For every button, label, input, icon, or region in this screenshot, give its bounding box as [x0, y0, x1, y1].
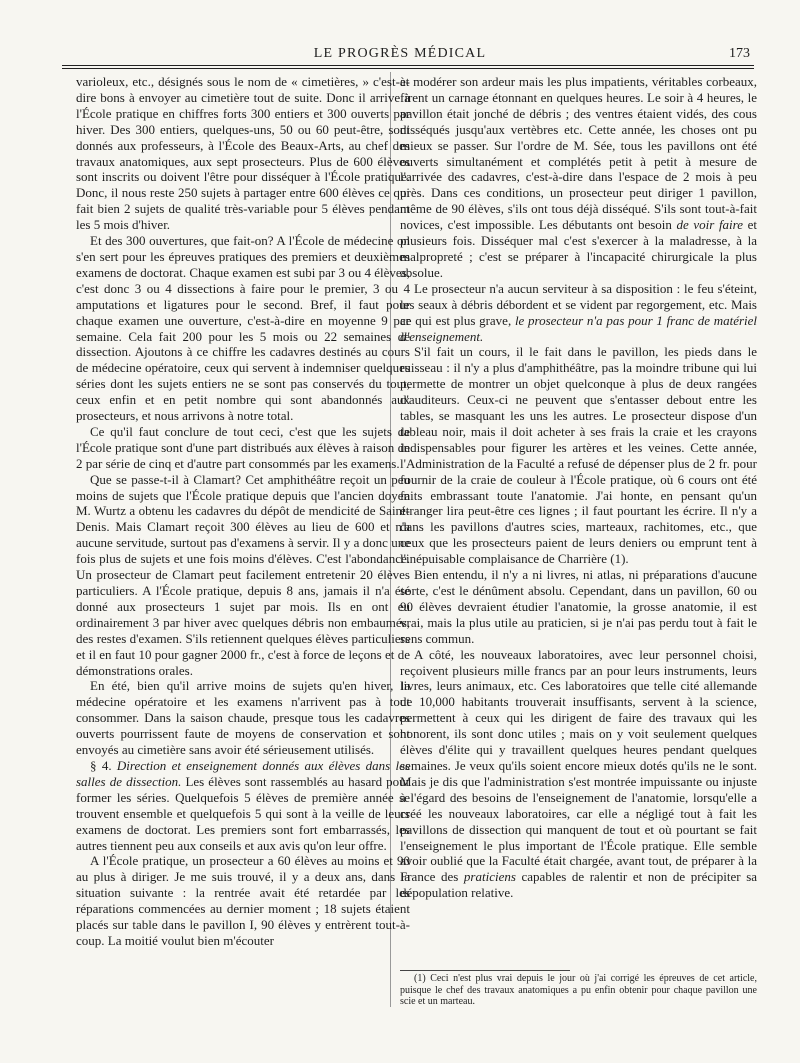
- paragraph: A l'École pratique, un prosecteur a 60 élèves au moins et 90 au plus à diriger. Je me suis trouvé, il y a deux ans, dans la situation suivante : la rentrée avait été retardée par les réparations commencées au dernier moment ; 18 sujets étaient placés sur table dans le pavillon I, 90 élèves y entrèrent tout-à-coup. La moitié voulut bien m'écouter: [76, 853, 410, 948]
- paragraph: et modérer son ardeur mais les plus impatients, véritables corbeaux, firent un carnage étonnant en quelques heures. Le soir à 4 heures, le pavillon était jonché de débris ; des ventres étaient vidés, des cous disséqués jusqu'aux vertèbres etc. Cette année, les choses ont pu mieux se passer. Sur l'ordre de M. Sée, tous les pavillons ont été ouverts simultanément et complétés petit à petit à mesure de l'arrivée des cadavres, c'est-à-dire dans l'espace de 2 mois à peu près. Dans ces conditions, un prosecteur peut diriger 1 pavillon, même de 90 élèves, s'ils ont tous déjà disséqué. S'ils sont tout-à-fait novices, c'est impossible. Les débutants ont besoin de voir faire et plusieurs fois. Disséquer mal c'est s'exercer à la maladresse, à la malpropreté ; c'est se préparer à l'incapacité chirurgicale la plus absolue.: [400, 74, 758, 280]
- footnote-text: (1) Ceci n'est plus vrai depuis le jour où j'ai corrigé les épreuves de cet article, puisque le chef des travaux anatomiques a pu enfin obtenir pour chaque pavillon une scie et un marteau.: [400, 973, 757, 1007]
- right-column: [400, 74, 757, 901]
- running-head: [0, 46, 800, 66]
- left-column: [76, 74, 410, 949]
- paragraph: Le prosecteur n'a aucun serviteur à sa disposition : le feu s'éteint, les seaux à débris débordent et se vident par regorgement, etc. Mais ce qui est plus grave, le prosecteur n'a pas pour 1 franc de matériel d'enseignement.: [400, 280, 758, 344]
- paragraph: S'il fait un cours, il le fait dans le pavillon, les pieds dans le ruisseau : il n'y a plus d'amphithéâtre, pas la moindre tribune qui lui permette de montrer un objet quelconque à plus de deux rangées d'auditeurs. Ceux-ci ne peuvent que s'entasser debout entre les tables, se masquant les uns les autres. Le prosecteur dispose d'un tableau noir, mais il doit acheter à ses frais la craie et les crayons indispensables pour figurer les artères et les veines. Cette année, l'Administration de la Faculté a refusé de dépenser plus de 2 fr. pour fournir de la craie de couleur à l'École pratique, où 6 cours ont été faits embrassant toute l'anatomie. J'ai honte, en pensant qu'un étranger lira peut-être ces lignes ; il faut pourtant les écrire. Il n'y a dans les pavillons d'autres scies, marteaux, rachitomes, etc., que ceux que les prosecteurs paient de leurs deniers ou emprunt tent à l'inépuisable complaisance de Charrière (1).: [400, 344, 757, 567]
- paragraph: Et des 300 ouvertures, que fait-on? A l'École de médecine on s'en sert pour les épreuves pratiques des premiers et deuxièmes examens de doctorat. Chaque examen est subi par 3 ou 4 élèves, c'est donc 3 ou 4 dissections à faire pour le premier, 3 ou 4 amputations et ligatures pour le second. Bref, il faut pour chaque examen une ouverture, c'est-à-dire en moyenne 9 par semaine. Cela fait 200 pour les 5 mois ou 22 semaines de dissection. Ajoutons à ce chiffre les cadavres destinés au cours de médecine opératoire, ceux qui servent à indemniser quelques séries dont les sujets entiers ne se sont pas conservés du tout, ceux enfin et en petit nombre qui sont abandonnés aux prosecteurs, et nous arrivons à notre total.: [76, 233, 410, 424]
- section-paragraph: [76, 758, 410, 853]
- emphasis: praticiens: [463, 869, 516, 885]
- section-number: § 4.: [90, 757, 112, 773]
- paragraph: A côté, les nouveaux laboratoires, avec leur personnel choisi, reçoivent plusieurs mille francs par an pour leurs instruments, leurs livres, leurs animaux, etc. Ces laboratoires que telle cité allemande de 10,000 habitants trouverait insuffisants, servent à la science, permettent à ceux qui les dirigent de faire des travaux qui les honorent, ils sont donc utiles ; mais on y voit seulement quelques élèves d'élite qui y travaillent quelques heures pendant quelques semaines. Je veux qu'ils soient encore mieux dotés qu'ils ne le sont. Mais je dis que l'administration s'est montrée impuissante ou injuste à l'égard des besoins de l'enseignement de l'anatomie, lorsqu'elle a créé les nouveaux laboratoires, car elle a négligé tout à fait les pavillons de dissection qui manquent de tout et où pourtant se fait l'enseignement le plus important de l'École pratique. Elle semble avoir oublié que la Faculté était chargée, avant tout, de préparer à la France des praticiens capables de ralentir et non de précipiter sa dépopulation relative.: [400, 646, 758, 901]
- paragraph: En été, bien qu'il arrive moins de sujets qu'en hiver, la médecine opératoire et les examens n'arrivent pas à tout consommer. Dans la saison chaude, presque tous les cadavres ouverts pourrissent faute de moyens de conservation et sont envoyés au cimetière sans avoir été sérieusement utilisés.: [76, 678, 410, 758]
- page-number: 173: [729, 46, 750, 61]
- footnote: [400, 973, 757, 1008]
- header-rule-top: [62, 65, 754, 66]
- section-title: Direction et enseignement donnés aux élèves dans les salles de dissection.: [76, 757, 411, 789]
- paragraph: varioleux, etc., désignés sous le nom de « cimetières, » c'est-à-dire bons à envoyer au cimetière tout de suite. Donc il arrive à l'École pratique en chiffres forts 300 entiers et 300 ouverts par hiver. Des 300 entiers, quelques-uns, 50 ou 60 peut-être, sont donnés aux professeurs, à l'École des Beaux-Arts, au chef des travaux anatomiques, aux sept prosecteurs. Plus de 600 élèves sont inscrits ou doivent l'être pour disséquer à l'École pratique. Donc, il nous reste 250 sujets à partager entre 600 élèves ce qui fait bien 2 sujets de qualité très-variable pour 5 élèves pendant les 5 mois d'hiver.: [76, 74, 410, 233]
- header-rule-bottom: [62, 68, 754, 69]
- journal-title: LE PROGRÈS MÉDICAL: [313, 46, 487, 61]
- paragraph: Ce qu'il faut conclure de tout ceci, c'est que les sujets de l'École pratique sont d'une part distribués aux élèves à raison de 2 par série de cinq et d'autre part consommés par les examens.: [76, 423, 410, 471]
- paragraph: Bien entendu, il n'y a ni livres, ni atlas, ni préparations d'aucune sorte, c'est le dénûment absolu. Cependant, dans un pavillon, 60 ou 90 élèves devraient étudier l'anatomie, la grosse anatomie, il est vrai, mais la plus utile au praticien, si je n'ai pas perdu tout à fait le sens commun.: [400, 567, 757, 646]
- footnote-rule: [400, 970, 570, 971]
- emphasis: de voir faire: [676, 217, 744, 233]
- emphasis: le prosecteur n'a pas pour 1 franc de matériel d'enseignement.: [400, 312, 758, 344]
- section-text: Les élèves sont rassemblés au hasard pour former les séries. Quelquefois 5 élèves de première année se trouvent ensemble et quelquefois 5 qui sont à la veille de leurs examens de doctorat. Les premiers sont fort embarrassés, les autres tiennent peu aux conseils et aux avis qu'on leur offre.: [76, 773, 410, 853]
- paragraph: Que se passe-t-il à Clamart? Cet amphithéâtre reçoit un peu moins de sujets que l'École pratique depuis que l'ancien doyen M. Wurtz a obtenu les cadavres du dépôt de mendicité de Saint-Denis. Mais Clamart reçoit 300 élèves au lieu de 600 et n'a aucune servitude, surtout pas d'examens à servir. Il y a donc une fois plus de sujets et une fois moins d'élèves. C'est l'abondance. Un prosecteur de Clamart peut facilement entretenir 20 élèves particuliers. A l'École pratique, depuis 8 ans, jamais il n'a été donné aux prosecteurs 1 sujet par mois. Ils en ont eu ordinairement 3 par hiver avec quelques débris non embaumés, des restes d'examen. S'ils retiennent quelques élèves particuliers et il en faut 10 pour gagner 2000 fr., c'est à force de leçons et de démonstrations orales.: [76, 471, 410, 678]
